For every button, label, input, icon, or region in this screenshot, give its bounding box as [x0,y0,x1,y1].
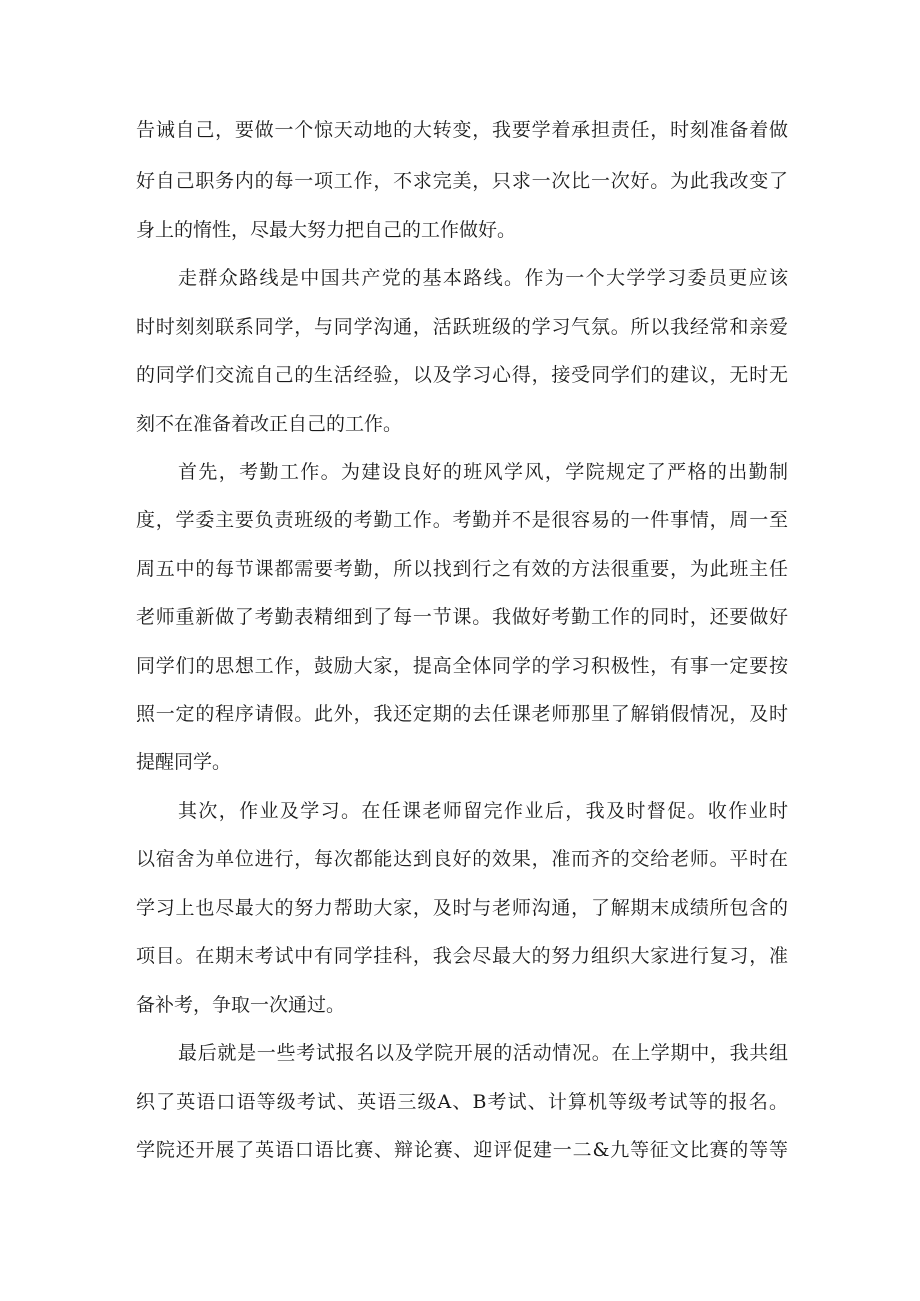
paragraph-3-line-2: 度，学委主要负责班级的考勤工作。考勤并不是很容易的一件事情，周一至 [136,509,788,531]
paragraph-3-line-1: 首先，考勤工作。为建设良好的班风学风，学院规定了严格的出勤制 [178,461,788,483]
paragraph-2-line-2: 时时刻刻联系同学，与同学沟通，活跃班级的学习气氛。所以我经常和亲爱 [136,316,788,338]
paragraph-4-line-1: 其次，作业及学习。在任课老师留完作业后，我及时督促。收作业时 [178,800,788,822]
paragraph-5-line-1: 最后就是一些考试报名以及学院开展的活动情况。在上学期中，我共组 [178,1042,788,1064]
paragraph-4-line-4: 项目。在期末考试中有同学挂科，我会尽最大的努力组织大家进行复习，准 [136,945,788,967]
paragraph-4-line-2: 以宿舍为单位进行，每次都能达到良好的效果，准而齐的交给老师。平时在 [136,848,788,870]
paragraph-1-line-3: 身上的惰性，尽最大努力把自己的工作做好。 [136,219,517,241]
paragraph-1-line-2: 好自己职务内的每一项工作，不求完美，只求一次比一次好。为此我改变了 [136,170,788,192]
paragraph-4-line-3: 学习上也尽最大的努力帮助大家，及时与老师沟通，了解期末成绩所包含的 [136,897,788,919]
paragraph-4-line-5: 备补考，争取一次通过。 [136,994,346,1016]
paragraph-1-line-1: 告诫自己，要做一个惊天动地的大转变，我要学着承担责任，时刻准备着做 [136,119,788,141]
paragraph-5-line-3: 学院还开展了英语口语比赛、辩论赛、迎评促建一二&九等征文比赛的等等 [136,1139,788,1161]
paragraph-2-line-3: 的同学们交流自己的生活经验，以及学习心得，接受同学们的建议，无时无 [136,364,788,386]
paragraph-2-line-4: 刻不在准备着改正自己的工作。 [136,413,403,435]
paragraph-5-line-2: 织了英语口语等级考试、英语三级A、B考试、计算机等级考试等的报名。 [136,1091,788,1113]
paragraph-3-line-4: 老师重新做了考勤表精细到了每一节课。我做好考勤工作的同时，还要做好 [136,606,788,628]
paragraph-3-line-5: 同学们的思想工作，鼓励大家，提高全体同学的学习积极性，有事一定要按 [136,655,788,677]
paragraph-3-line-3: 周五中的每节课都需要考勤，所以找到行之有效的方法很重要，为此班主任 [136,558,788,580]
paragraph-2-line-1: 走群众路线是中国共产党的基本路线。作为一个大学学习委员更应该 [178,267,788,289]
paragraph-3-line-6: 照一定的程序请假。此外，我还定期的去任课老师那里了解销假情况，及时 [136,703,788,725]
paragraph-3-line-7: 提醒同学。 [136,751,232,773]
